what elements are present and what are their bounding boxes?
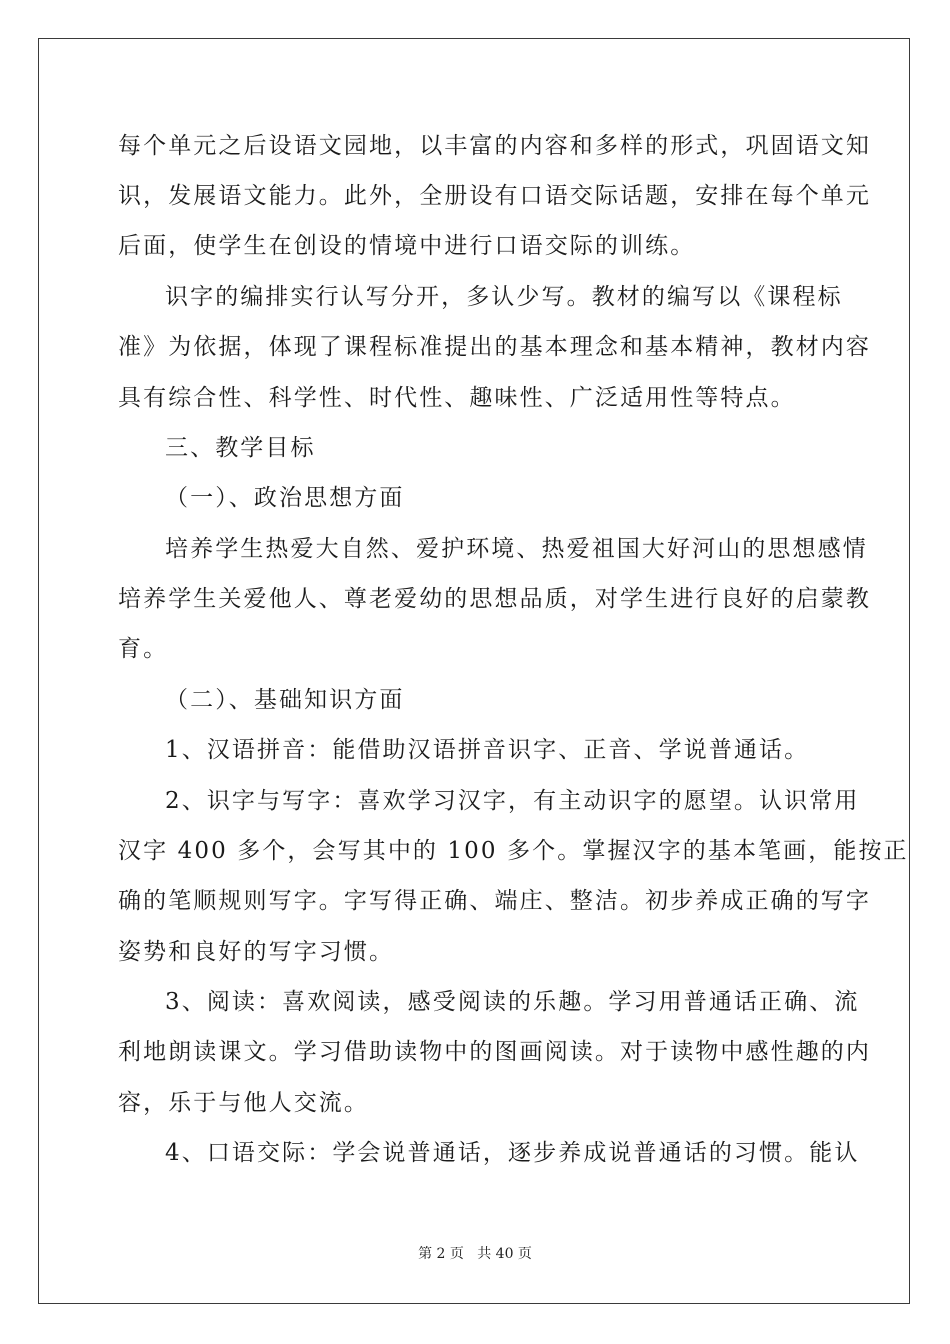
- body-line: 汉字 400 多个，会写其中的 100 多个。掌握汉字的基本笔画，能按正: [118, 838, 909, 864]
- body-line: 每个单元之后设语文园地，以丰富的内容和多样的形式，巩固语文知: [118, 133, 871, 159]
- body-line: 确的笔顺规则写字。字写得正确、端庄、整洁。初步养成正确的写字: [118, 888, 871, 914]
- list-item: 2、识字与写字：喜欢学习汉字，有主动识字的愿望。认识常用: [165, 788, 860, 814]
- body-line: 识，发展语文能力。此外，全册设有口语交际话题，安排在每个单元: [118, 183, 871, 209]
- list-item: 3、阅读：喜欢阅读，感受阅读的乐趣。学习用普通话正确、流: [165, 989, 860, 1015]
- body-line: 育。: [118, 636, 169, 662]
- paragraph-first-line: 识字的编排实行认写分开，多认少写。教材的编写以《课程标: [165, 284, 843, 310]
- list-item: 4、口语交际：学会说普通话，逐步养成说普通话的习惯。能认: [165, 1140, 860, 1166]
- subsection-heading: （一）、政治思想方面: [165, 485, 405, 511]
- section-heading: 三、教学目标: [165, 435, 316, 461]
- body-line: 具有综合性、科学性、时代性、趣味性、广泛适用性等特点。: [118, 385, 796, 411]
- body-line: 准》为依据，体现了课程标准提出的基本理念和基本精神，教材内容: [118, 334, 871, 360]
- body-line: 后面，使学生在创设的情境中进行口语交际的训练。: [118, 233, 696, 259]
- page-number-footer: 第 2 页 共 40 页: [418, 1246, 532, 1262]
- subsection-heading: （二）、基础知识方面: [165, 687, 405, 713]
- paragraph-first-line: 培养学生热爱大自然、爱护环境、热爱祖国大好河山的思想感情: [165, 536, 868, 562]
- body-line: 姿势和良好的写字习惯。: [118, 939, 395, 965]
- body-line: 利地朗读课文。学习借助读物中的图画阅读。对于读物中感性趣的内: [118, 1039, 871, 1065]
- body-line: 容，乐于与他人交流。: [118, 1090, 369, 1116]
- list-item: 1、汉语拼音：能借助汉语拼音识字、正音、学说普通话。: [165, 737, 810, 763]
- body-line: 培养学生关爱他人、尊老爱幼的思想品质，对学生进行良好的启蒙教: [118, 586, 871, 612]
